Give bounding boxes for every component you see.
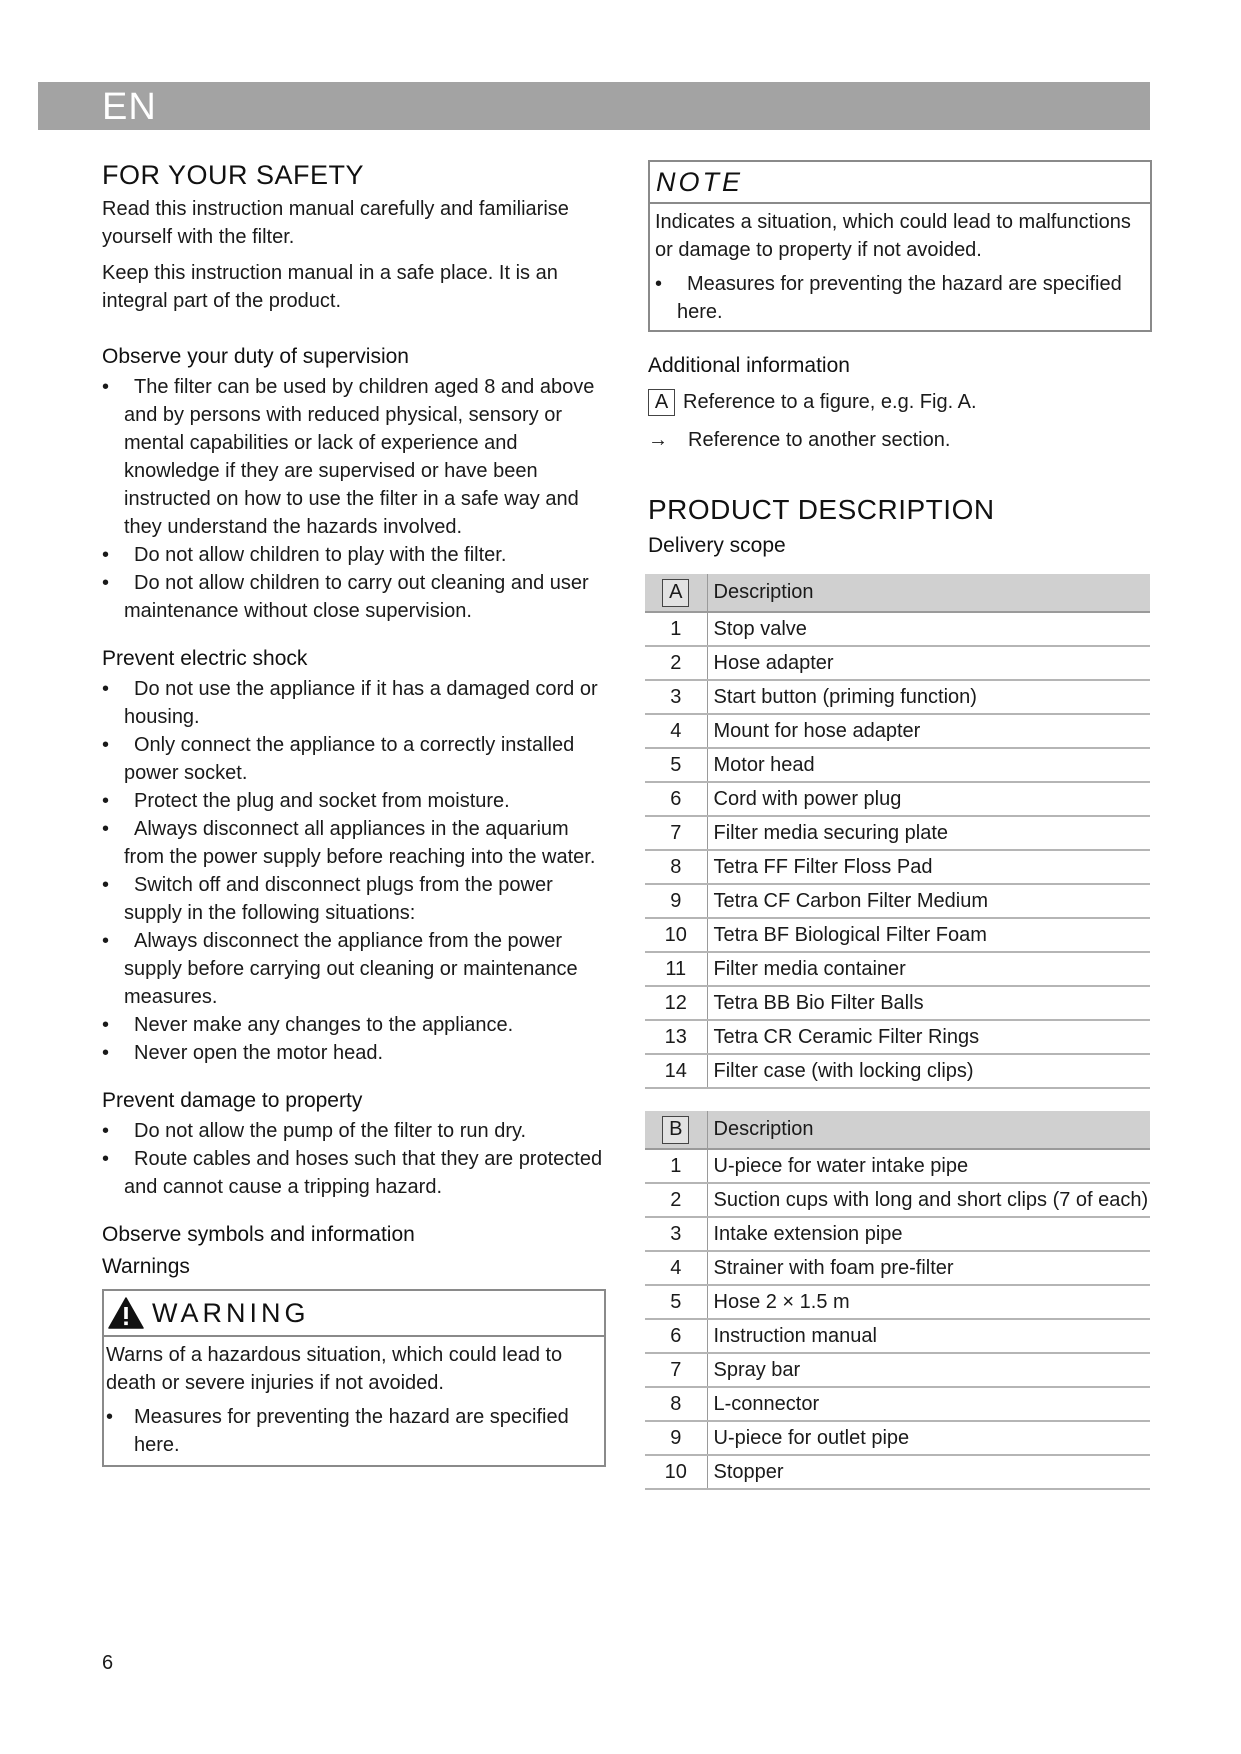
list-item: • The filter can be used by children aged 8 and above and by persons with reduced physical, sensory or mental capabilities or lack of experience and knowledge if they are supervised or have been instructed on how to use the filter in a safe way and they understand the hazards involved. — [102, 373, 612, 541]
electric-shock-list — [102, 675, 612, 1067]
left-column — [102, 160, 612, 1467]
list-item: • Do not allow the pump of the filter to run dry. — [102, 1117, 612, 1145]
additional-info-heading: Additional information — [648, 354, 850, 377]
table-row: 12 Tetra BB Bio Filter Balls — [645, 986, 1150, 1020]
figure-reference-text: Reference to a figure, e.g. Fig. A. — [683, 391, 977, 413]
table-row: 4 Mount for hose adapter — [645, 714, 1150, 748]
table-row: 9 U-piece for outlet pipe — [645, 1421, 1150, 1455]
table-row: 5 Motor head — [645, 748, 1150, 782]
list-item: • Always disconnect all appliances in the aquarium from the power supply before reaching into the water. — [102, 815, 612, 871]
list-item: • Route cables and hoses such that they are protected and cannot cause a tripping hazard. — [102, 1145, 612, 1201]
right-column — [648, 160, 1152, 1490]
warning-label: WARNING — [152, 1297, 310, 1328]
warnings-heading: Warnings — [102, 1255, 190, 1278]
table-row: 1 Stop valve — [645, 612, 1150, 646]
table-header-row — [645, 574, 1150, 612]
table-row: 10 Stopper — [645, 1455, 1150, 1489]
column-header-description: Description — [707, 574, 1150, 612]
list-item: • Switch off and disconnect plugs from the power supply in the following situations: — [102, 871, 612, 927]
note-bullets — [655, 270, 1146, 326]
list-item: • Do not use the appliance if it has a damaged cord or housing. — [102, 675, 612, 731]
note-label: NOTE — [656, 166, 744, 197]
table-row: 9 Tetra CF Carbon Filter Medium — [645, 884, 1150, 918]
column-header-description: Description — [707, 1111, 1150, 1149]
delivery-table-b — [645, 1111, 1150, 1490]
table-row: 10 Tetra BF Biological Filter Foam — [645, 918, 1150, 952]
table-row: 4 Strainer with foam pre-filter — [645, 1251, 1150, 1285]
table-row: 14 Filter case (with locking clips) — [645, 1054, 1150, 1088]
table-row: 11 Filter media container — [645, 952, 1150, 986]
table-row: 7 Filter media securing plate — [645, 816, 1150, 850]
figure-key-a: A — [662, 579, 689, 607]
list-item: • Never open the motor head. — [102, 1039, 612, 1067]
delivery-table-a — [645, 574, 1150, 1089]
safety-heading: FOR YOUR SAFETY — [102, 160, 365, 190]
table-row: 6 Instruction manual — [645, 1319, 1150, 1353]
figure-key-b: B — [662, 1116, 689, 1144]
list-item: • Do not allow children to carry out cleaning and user maintenance without close supervision. — [102, 569, 612, 625]
table-row: 8 L-connector — [645, 1387, 1150, 1421]
table-header-row — [645, 1111, 1150, 1149]
warning-bullets — [106, 1403, 600, 1459]
table-row: 7 Spray bar — [645, 1353, 1150, 1387]
table-row: 8 Tetra FF Filter Floss Pad — [645, 850, 1150, 884]
table-row: 2 Suction cups with long and short clips (7 of each) — [645, 1183, 1150, 1217]
table-row: 6 Cord with power plug — [645, 782, 1150, 816]
note-box-body — [650, 204, 1150, 330]
arrow-right-icon: → — [648, 429, 668, 451]
warning-box — [102, 1289, 606, 1467]
section-reference-row — [648, 426, 1152, 454]
property-damage-heading: Prevent damage to property — [102, 1089, 363, 1112]
list-item: • Protect the plug and socket from moisture. — [102, 787, 612, 815]
list-item: • Never make any changes to the appliance. — [102, 1011, 612, 1039]
table-row: 2 Hose adapter — [645, 646, 1150, 680]
intro-paragraph-1: Read this instruction manual carefully and familiarise yourself with the filter. — [102, 198, 569, 248]
note-text: Indicates a situation, which could lead to malfunctions or damage to property if not avoided. — [655, 211, 1131, 261]
delivery-scope-heading: Delivery scope — [648, 534, 786, 557]
list-item: • Always disconnect the appliance from the power supply before carrying out cleaning or maintenance measures. — [102, 927, 612, 1011]
table-row: 13 Tetra CR Ceramic Filter Rings — [645, 1020, 1150, 1054]
table-row: 3 Start button (priming function) — [645, 680, 1150, 714]
symbols-heading: Observe symbols and information — [102, 1223, 415, 1246]
table-row: 1 U-piece for water intake pipe — [645, 1149, 1150, 1183]
figure-reference-key: A — [648, 389, 675, 416]
intro-paragraph-2: Keep this instruction manual in a safe place. It is an integral part of the product. — [102, 262, 558, 312]
table-row: 3 Intake extension pipe — [645, 1217, 1150, 1251]
list-item: • Measures for preventing the hazard are specified here. — [655, 270, 1146, 326]
page-number: 6 — [102, 1652, 114, 1674]
property-damage-list — [102, 1117, 612, 1201]
note-box — [648, 160, 1152, 332]
warning-box-body — [104, 1337, 604, 1465]
warning-text: Warns of a hazardous situation, which could lead to death or severe injuries if not avoided. — [106, 1344, 563, 1394]
note-box-header — [650, 162, 1150, 204]
section-reference-text: Reference to another section. — [688, 429, 951, 451]
product-description-heading: PRODUCT DESCRIPTION — [648, 494, 995, 525]
supervision-heading: Observe your duty of supervision — [102, 345, 409, 368]
warning-triangle-icon — [108, 1297, 144, 1329]
list-item: • Only connect the appliance to a correctly installed power socket. — [102, 731, 612, 787]
figure-reference-row — [648, 388, 1152, 416]
supervision-list — [102, 373, 612, 625]
language-label: EN — [102, 86, 157, 128]
warning-box-header — [104, 1291, 604, 1337]
electric-shock-heading: Prevent electric shock — [102, 647, 308, 670]
list-item: • Do not allow children to play with the filter. — [102, 541, 612, 569]
language-header-bar — [38, 82, 1150, 130]
table-row: 5 Hose 2 × 1.5 m — [645, 1285, 1150, 1319]
list-item: • Measures for preventing the hazard are specified here. — [106, 1403, 600, 1459]
